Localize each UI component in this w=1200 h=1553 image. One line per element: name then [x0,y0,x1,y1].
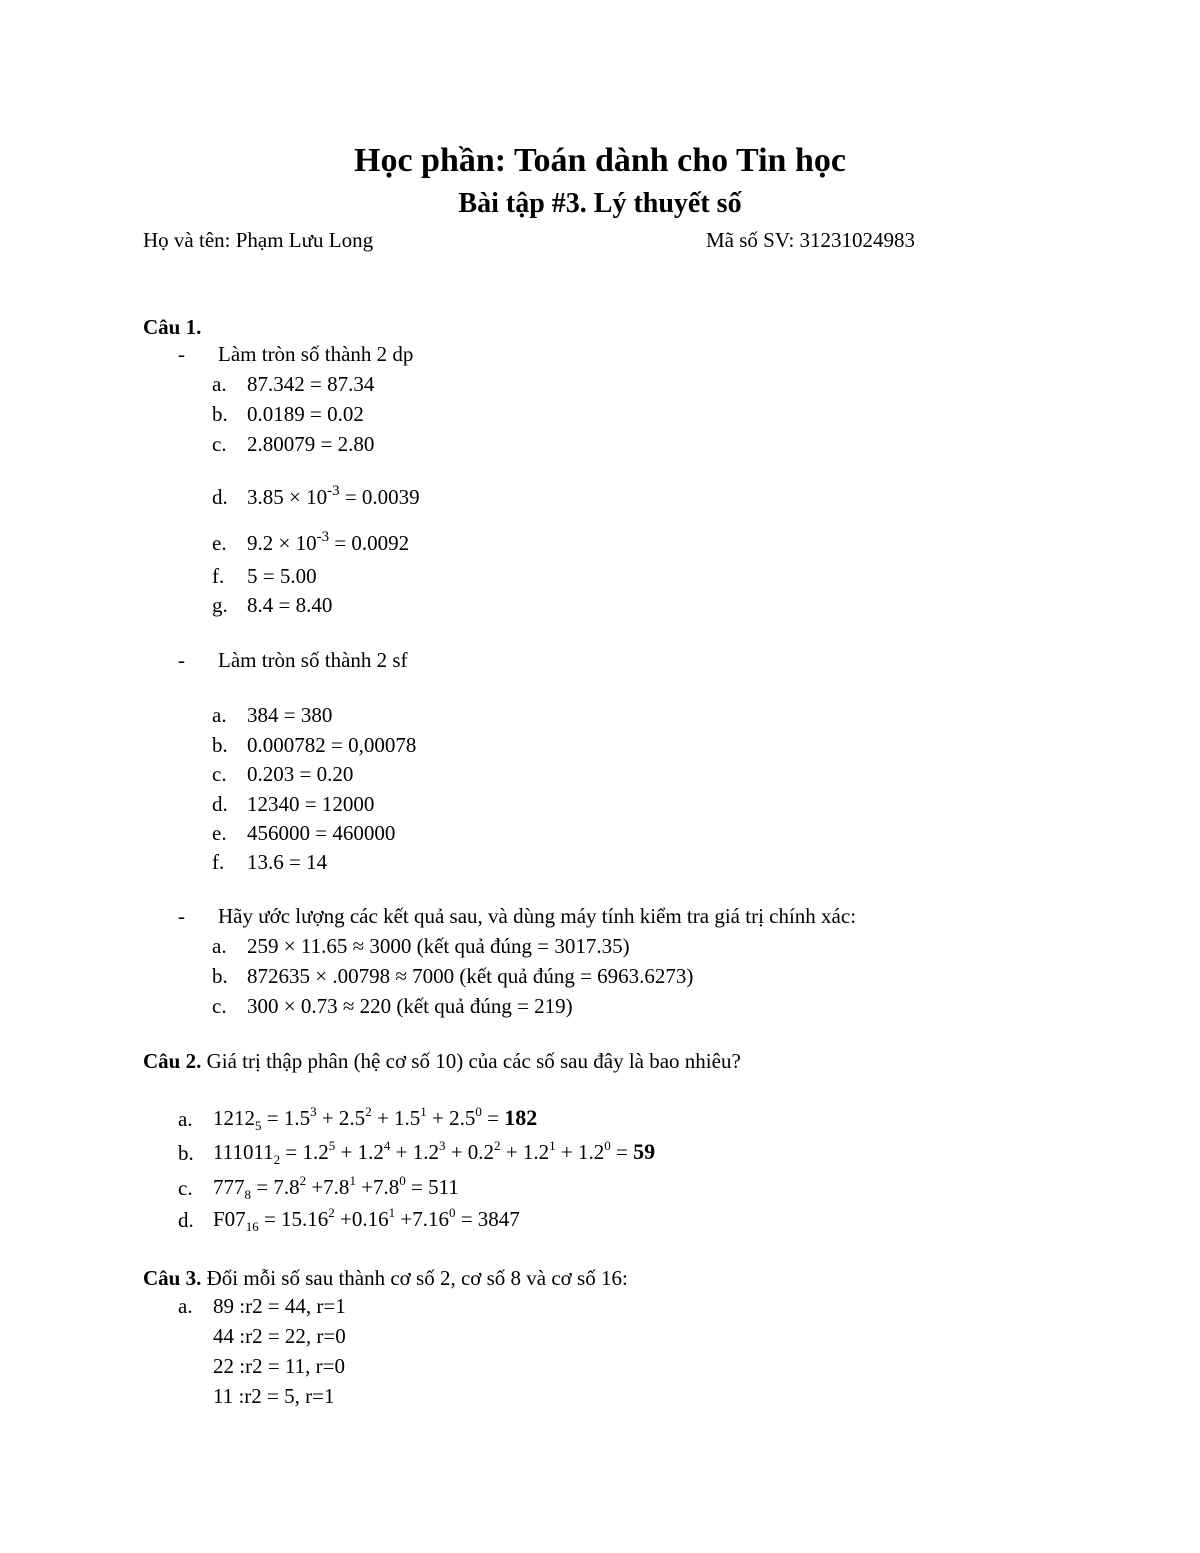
list-label: a. [212,703,227,727]
division-line: 89 :r2 = 44, r=1 [213,1294,346,1318]
list-item: 0.203 = 0.20 [247,762,354,786]
list-label: a. [212,934,227,958]
bullet-dash: - [178,648,185,672]
q3-question: Câu 3. Đổi mỗi số sau thành cơ số 2, cơ số 8 và cơ số 16: [143,1266,628,1290]
list-item: $F07_{16} = 15.16^2 +0.16^1 +7.16^0 = 3847$ [213,1205,520,1234]
list-item: 0.0189 = 0.02 [247,402,364,426]
list-label: d. [178,1208,194,1232]
list-label: a. [178,1107,193,1131]
bullet-dash: - [178,904,185,928]
list-label: c. [212,432,227,456]
list-label: b. [212,964,228,988]
list-item: 12340 = 12000 [247,792,375,816]
list-item: 259 × 11.65 ≈ 3000 (kết quả đúng = 3017.35) [247,934,630,958]
list-item: $3.85 \times 10^{-3} = 0.0039$ [247,483,420,509]
assignment-title: Bài tập #3. Lý thuyết số [458,188,742,219]
list-label: f. [212,564,225,588]
student-name: Họ và tên: Phạm Lưu Long [143,228,374,252]
list-item: 384 = 380 [247,703,333,727]
list-label: g. [212,593,228,617]
q2-question: Câu 2. Giá trị thập phân (hệ cơ số 10) của các số sau đây là bao nhiêu? [143,1049,741,1073]
bullet-dash: - [178,342,185,366]
list-label: b. [212,402,228,426]
list-item: $777_8 = 7.8^2 +7.8^1 +7.8^0 = 511$ [213,1173,459,1202]
list-label: b. [178,1141,194,1165]
list-label: f. [212,850,225,874]
list-label: b. [212,733,228,757]
list-label: d. [212,485,228,509]
list-item: 87.342 = 87.34 [247,372,375,396]
list-label: c. [178,1176,193,1200]
list-label: a. [212,372,227,396]
division-line: 44 :r2 = 22, r=0 [213,1324,346,1348]
list-label: d. [212,792,228,816]
course-title: Học phần: Toán dành cho Tin học [354,142,846,179]
list-item: $1212_5 = 1.5^3 + 2.5^2 + 1.5^1 + 2.5^0 = 182$ [213,1104,538,1133]
list-label: a. [178,1294,193,1318]
q1-part2-title: Làm tròn số thành 2 sf [218,648,408,672]
list-item: 300 × 0.73 ≈ 220 (kết quả đúng = 219) [247,994,573,1018]
list-label: c. [212,762,227,786]
list-label: e. [212,531,227,555]
list-item: 8.4 = 8.40 [247,593,333,617]
student-id: Mã số SV: 31231024983 [706,228,916,252]
q1-part3-title: Hãy ước lượng các kết quả sau, và dùng máy tính kiểm tra giá trị chính xác: [218,904,857,928]
list-item: 13.6 = 14 [247,850,328,874]
list-item: 872635 × .00798 ≈ 7000 (kết quả đúng = 6963.6273) [247,964,694,988]
list-item: 456000 = 460000 [247,821,396,845]
list-item: $111011_2 = 1.2^5 + 1.2^4 + 1.2^3 + 0.2^2 + 1.2^1 + 1.2^0 = 59$ [213,1138,656,1167]
list-label: c. [212,994,227,1018]
list-item: $9.2 \times 10^{-3} = 0.0092$ [247,529,410,555]
q1-part1-title: Làm tròn số thành 2 dp [218,342,414,366]
q1-heading: Câu 1. [143,315,202,339]
division-line: 22 :r2 = 11, r=0 [213,1354,345,1378]
list-item: 0.000782 = 0,00078 [247,733,417,757]
list-label: e. [212,821,227,845]
list-item: 2.80079 = 2.80 [247,432,375,456]
list-item: 5 = 5.00 [247,564,317,588]
division-line: 11 :r2 = 5, r=1 [213,1384,335,1408]
